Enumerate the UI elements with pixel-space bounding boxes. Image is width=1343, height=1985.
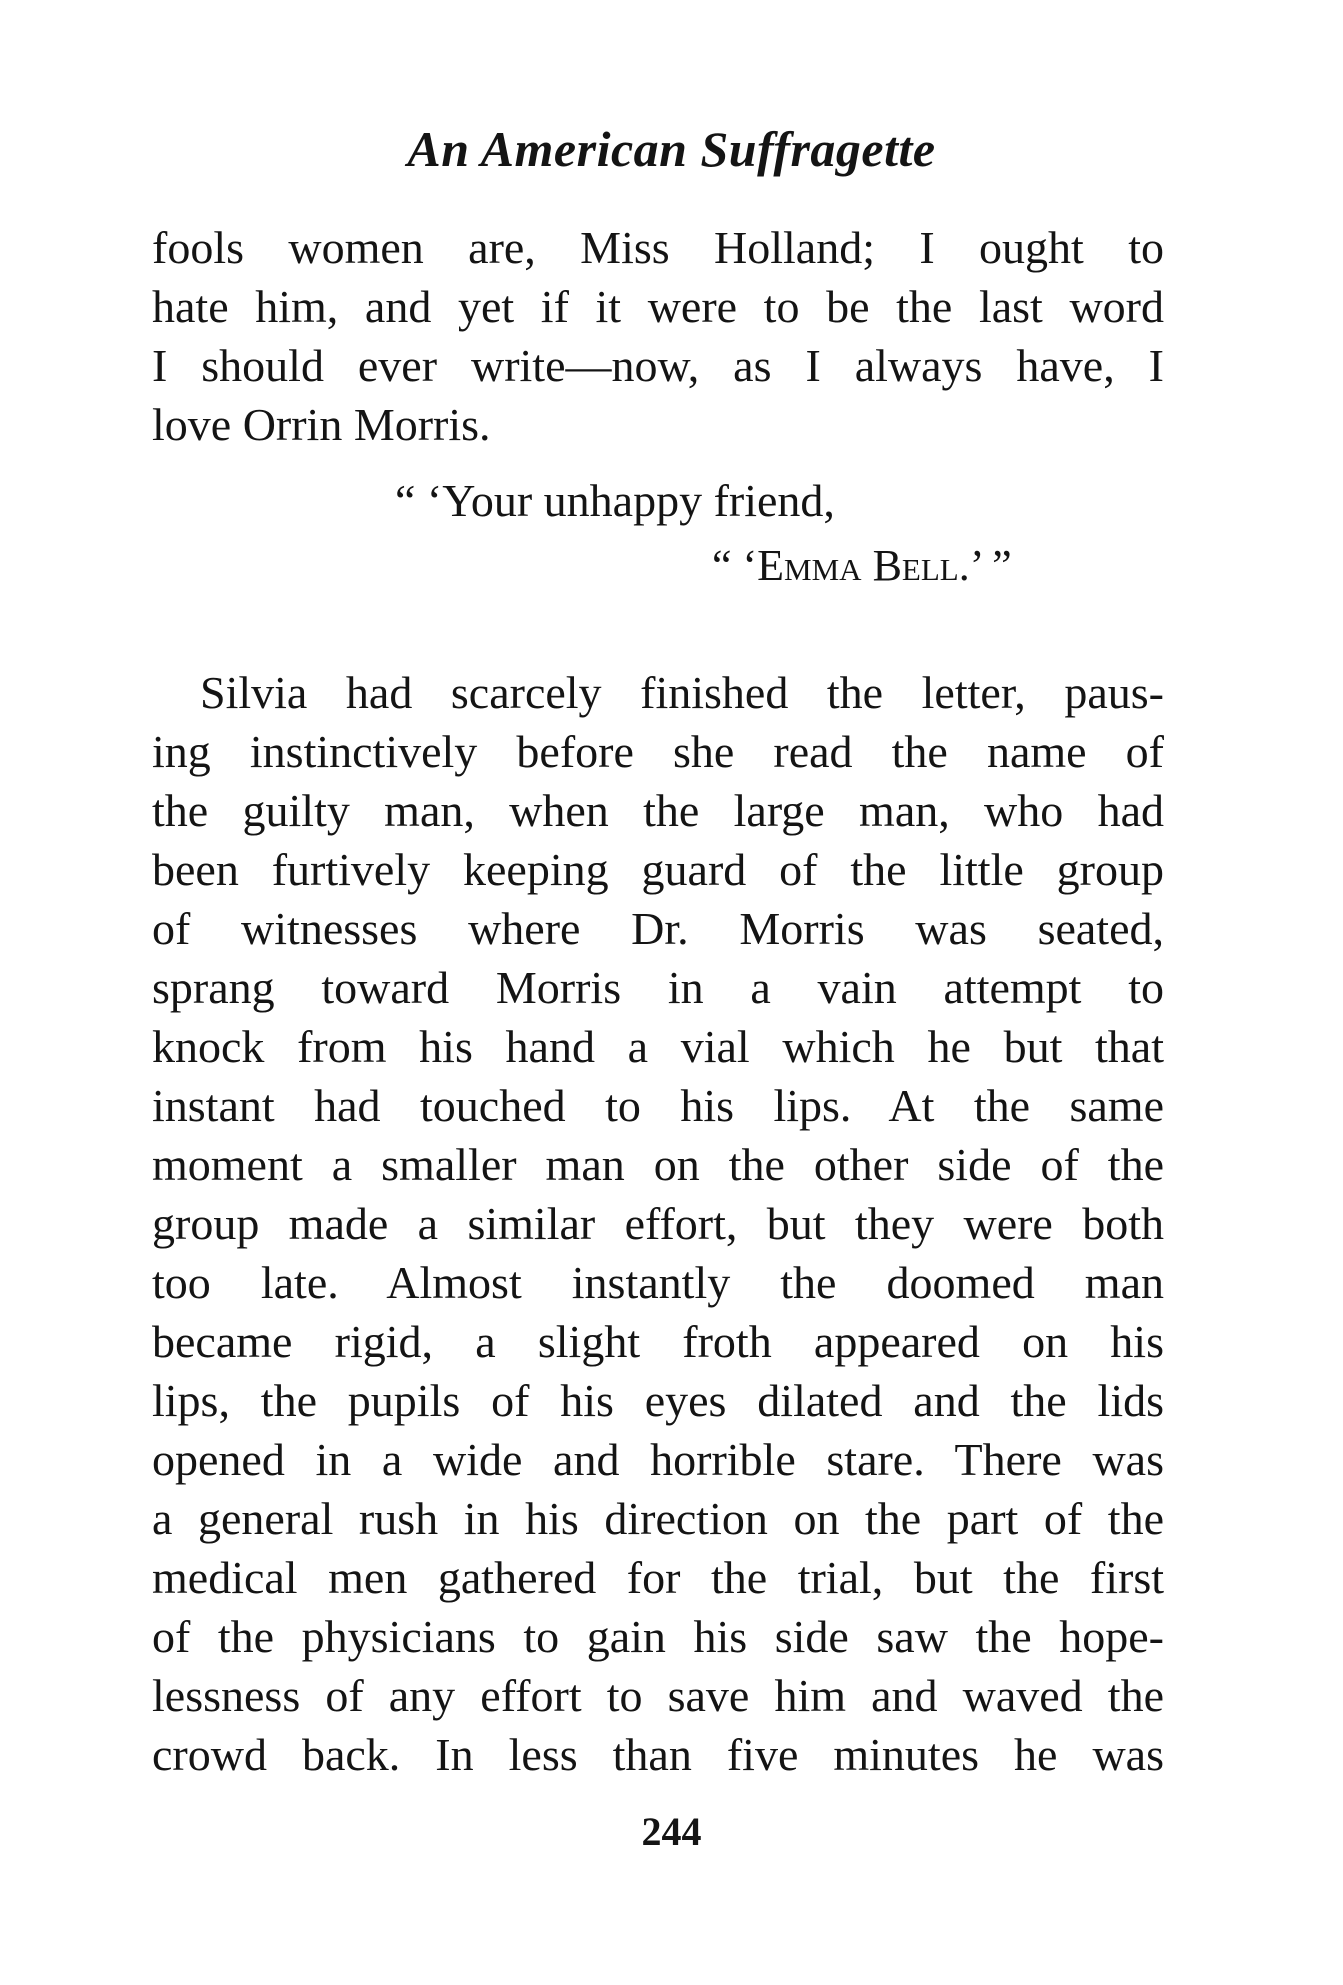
text-line: fools women are, Miss Holland; I ought to — [152, 222, 1164, 273]
text-line: too late. Almost instantly the doomed man — [152, 1257, 1164, 1308]
text-line: sprang toward Morris in a vain attempt to — [152, 962, 1164, 1013]
text-line: hate him, and yet if it were to be the last word — [152, 281, 1164, 332]
text-line: love Orrin Morris. — [152, 399, 491, 450]
letter-text — [152, 218, 1164, 454]
text-line: of the physicians to gain his side saw the hope- — [152, 1611, 1164, 1662]
text-line: knock from his hand a vial which he but that — [152, 1021, 1164, 1072]
text-line: of witnesses where Dr. Morris was seated, — [152, 903, 1164, 954]
text-line: the guilty man, when the large man, who had — [152, 785, 1164, 836]
text-line: became rigid, a slight froth appeared on his — [152, 1316, 1164, 1367]
signature: “ ‘Emma Bell.’ ” — [712, 541, 1012, 590]
text-line: medical men gathered for the trial, but the first — [152, 1552, 1164, 1603]
text-line: instant had touched to his lips. At the same — [152, 1080, 1164, 1131]
text-line: moment a smaller man on the other side of the — [152, 1139, 1164, 1190]
running-header: An American Suffragette — [407, 121, 936, 177]
closing-salutation: “ ‘Your unhappy friend, — [395, 475, 835, 526]
body-paragraph — [152, 663, 1164, 1784]
text-line: crowd back. In less than five minutes he was — [152, 1729, 1164, 1780]
text-line: lessness of any effort to save him and waved the — [152, 1670, 1164, 1721]
text-line: lips, the pupils of his eyes dilated and the lids — [152, 1375, 1164, 1426]
text-line: Silvia had scarcely finished the letter, paus- — [200, 667, 1164, 718]
text-line: been furtively keeping guard of the little group — [152, 844, 1164, 895]
text-line: a general rush in his direction on the part of the — [152, 1493, 1164, 1544]
page-number: 244 — [641, 1809, 702, 1854]
text-line: group made a similar effort, but they were both — [152, 1198, 1164, 1249]
text-line: opened in a wide and horrible stare. There was — [152, 1434, 1164, 1485]
text-line: I should ever write—now, as I always have, I — [152, 340, 1164, 391]
text-line: ing instinctively before she read the name of — [152, 726, 1164, 777]
